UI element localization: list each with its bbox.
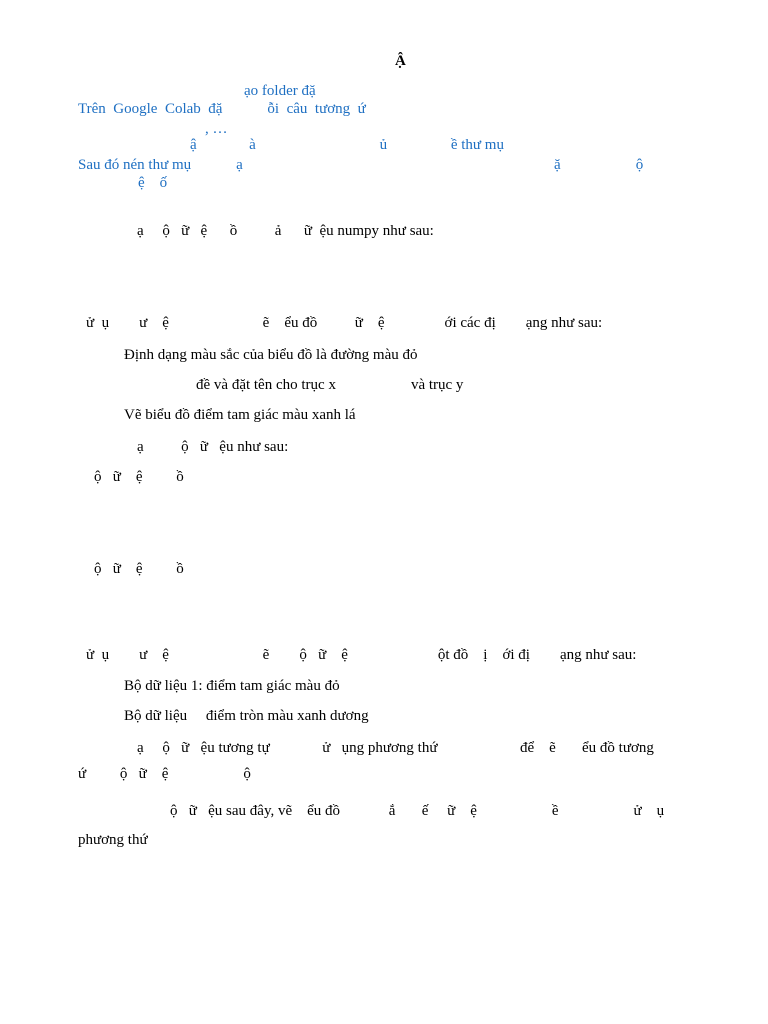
section2-item-1: ử ụ ư ệ ẽ ộ ữ ệ ột đồ ị ới đị ạng như sau:	[86, 647, 637, 663]
section1-bullet-1: Định dạng màu sắc của biểu đồ là đường màu đỏ	[124, 347, 418, 363]
section1-item-3: ạ ộ ữ ệu như sau:	[137, 439, 289, 455]
intro-line-5: Sau đó nén thư mụ ạ ặ ộ	[78, 157, 644, 173]
section2-item-3-line-1: ộ ữ ệu sau đây, vẽ ểu đồ ắ ế ữ ệ ề ử ụ	[170, 803, 665, 819]
intro-line-2: Trên Google Colab đặ ỗi câu tương ứ	[78, 101, 366, 117]
section2-item-3-line-2: phương thứ	[78, 832, 148, 848]
document-title: Ậ	[395, 53, 406, 69]
section1-item-2: ử ụ ư ệ ẽ ểu đồ ữ ệ ới các đị ạng như sau:	[86, 315, 603, 331]
section2-bullet-2: Bộ dữ liệu điểm tròn màu xanh dương	[124, 708, 369, 724]
section2-item-2-line-1: ạ ộ ữ ệu tương tự ử ụng phương thứ để ẽ ểu đồ tương	[137, 740, 654, 756]
dataset-label-2: ộ ữ ệ ồ	[94, 561, 184, 577]
section2-bullet-1: Bộ dữ liệu 1: điểm tam giác màu đỏ	[124, 678, 340, 694]
dataset-label-1: ộ ữ ệ ồ	[94, 469, 184, 485]
section1-bullet-2: đề và đặt tên cho trục x và trục y	[196, 377, 464, 393]
intro-line-6: ệ ố	[138, 175, 168, 191]
section1-item-1: ạ ộ ữ ệ ồ ả ữ ệu numpy như sau:	[137, 223, 434, 239]
intro-line-3: , …	[205, 121, 228, 137]
section2-item-2-line-2: ứ ộ ữ ệ ộ	[78, 766, 251, 782]
intro-line-1: ạo folder đặ	[244, 83, 316, 99]
section1-bullet-3: Vẽ biểu đồ điểm tam giác màu xanh lá	[124, 407, 356, 423]
intro-line-4: ậ à ủ ề thư mụ	[190, 137, 504, 153]
